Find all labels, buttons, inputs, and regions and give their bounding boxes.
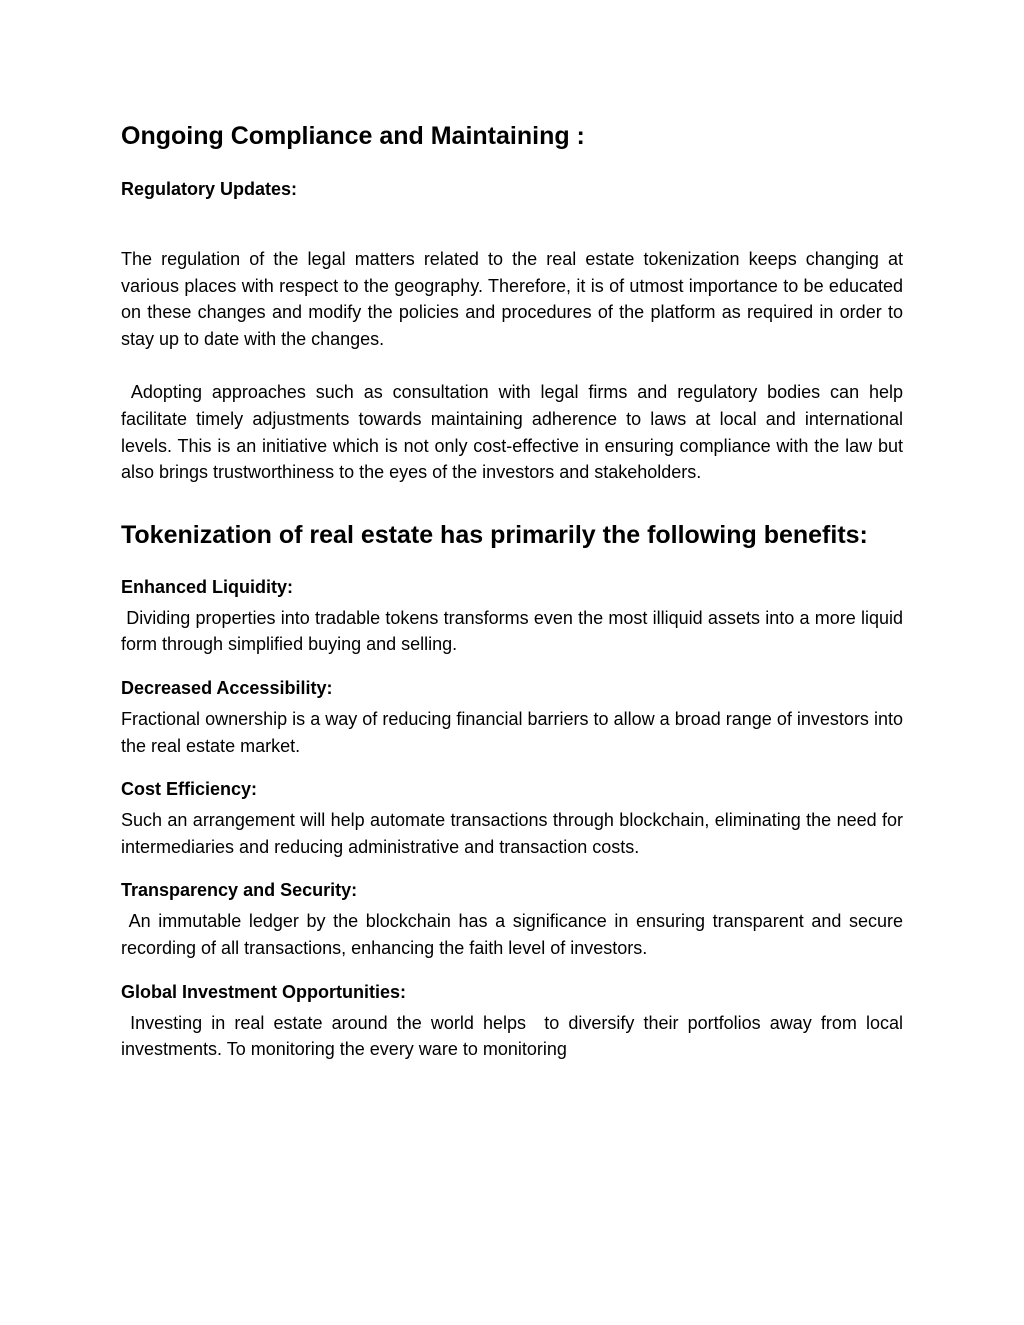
section-title-benefits: Tokenization of real estate has primarily the following benefits: [121,520,868,549]
paragraph-adopting-approaches: Adopting approaches such as consultation with legal firms and regulatory bodies can help facilitate timely adjustments towards maintaining adherence to laws at local and international levels. This is an initiative which is not only cost-effective in ensuring compliance with the law but also brings trustworthiness to the eyes of the investors and stakeholders. [121,382,903,483]
benefit-text: Investing in real estate around the world helps to diversify their portfolios away from local investments. To monitoring the every ware to monitoring [121,1012,903,1060]
benefit-item [121,979,903,1063]
paragraph-regulation-changes: The regulation of the legal matters related to the real estate tokenization keeps changing at various places with respect to the geography. Therefore, it is of utmost importance to be educated on these changes and modify the policies and procedures of the platform as required in order to stay up to date with the changes. [121,249,903,349]
benefit-item [121,776,903,860]
section-title-compliance: Ongoing Compliance and Maintaining : [121,122,585,150]
benefit-text: Such an arrangement will help automate transactions through blockchain, eliminating the need for intermediaries and reducing administrative and transaction costs. [121,810,903,857]
benefit-heading: Decreased Accessibility: [121,677,333,698]
benefit-text: Fractional ownership is a way of reducing financial barriers to allow a broad range of investors into the real estate market. [121,708,903,756]
benefit-item [121,877,903,961]
benefit-heading: Transparency and Security: [121,880,358,901]
benefit-heading: Enhanced Liquidity: [121,576,294,597]
benefit-heading: Cost Efficiency: [121,779,258,800]
benefit-text: Dividing properties into tradable tokens transforms even the most illiquid assets into a more liquid form through simplified buying and selling. [121,607,903,655]
benefit-text: An immutable ledger by the blockchain has a significance in ensuring transparent and secure recording of all transactions, enhancing the faith level of investors. [121,911,903,958]
benefit-item [121,574,903,658]
subheading-regulatory-updates: Regulatory Updates: [121,179,298,199]
benefit-heading: Global Investment Opportunities: [121,981,407,1002]
benefit-item [121,675,903,759]
